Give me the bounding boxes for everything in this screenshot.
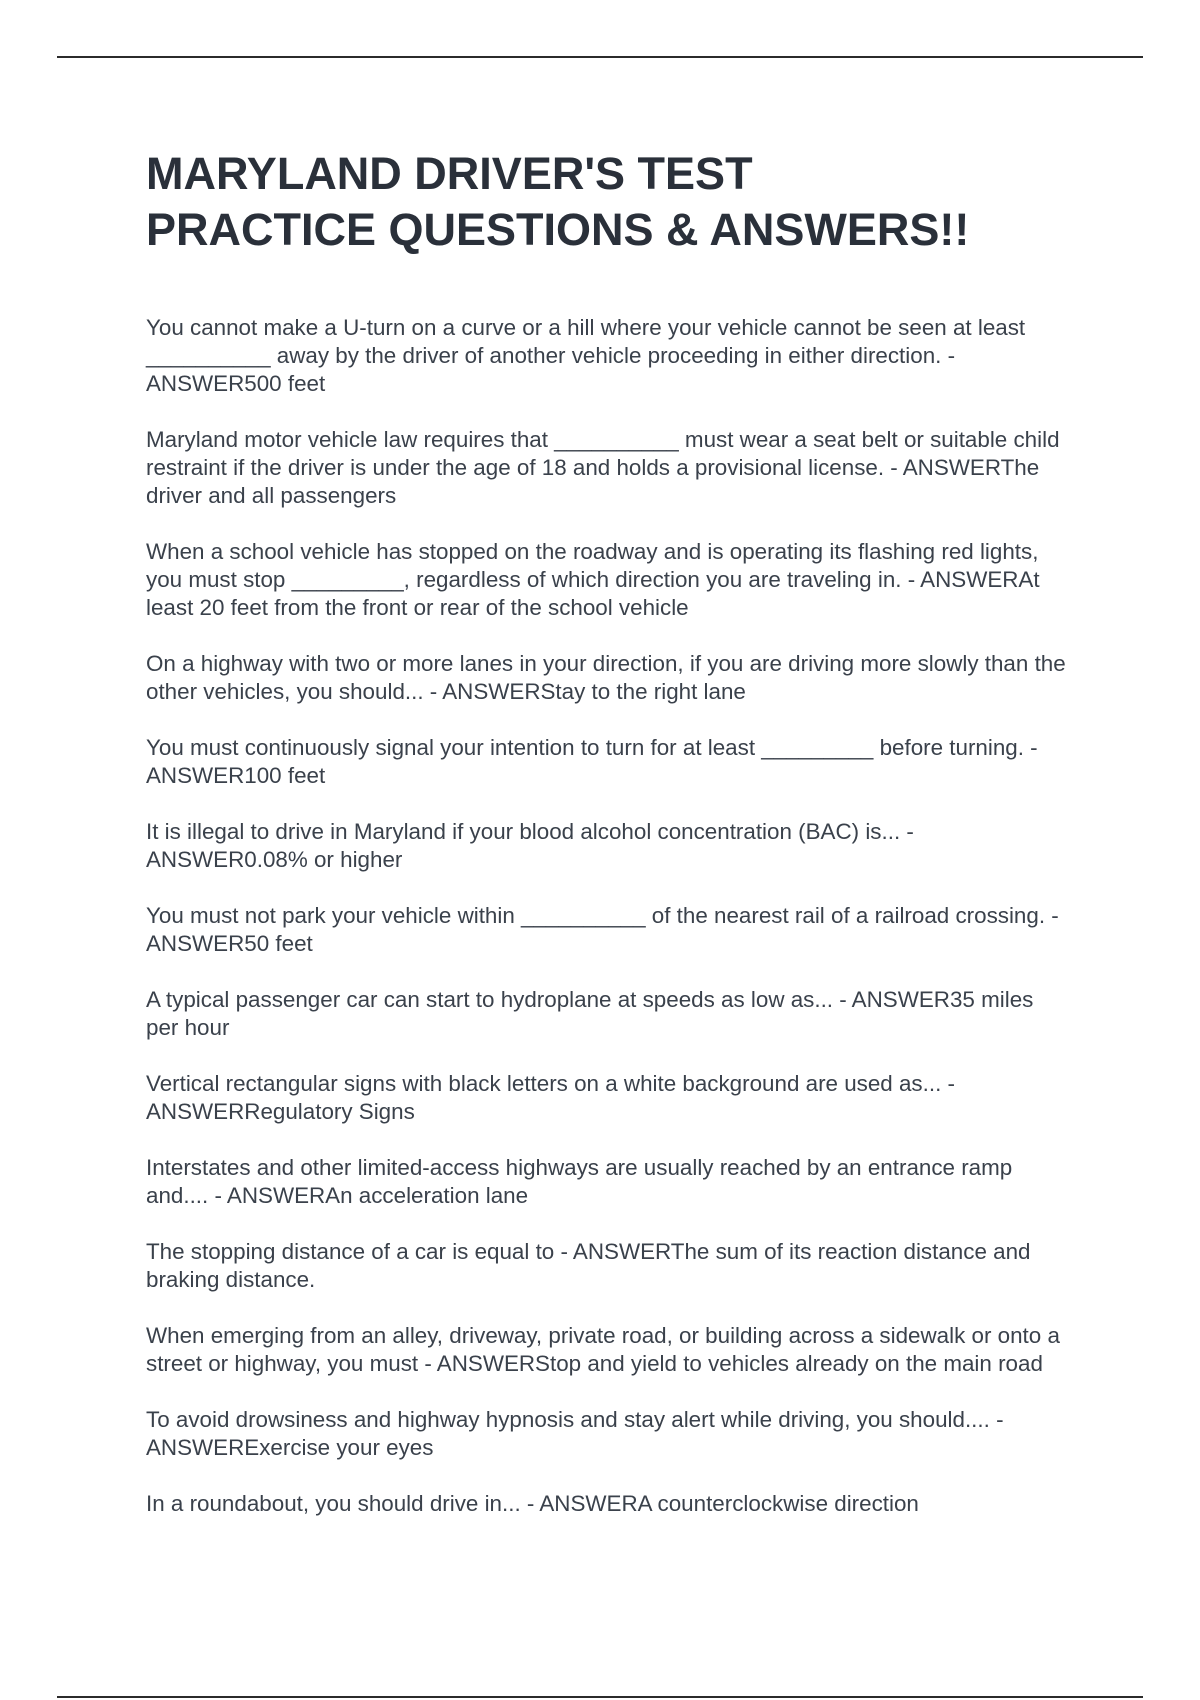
- qa-item-10: Interstates and other limited-access highways are usually reached by an entrance ramp and.... - ANSWERAn acceleration lane: [146, 1155, 1013, 1208]
- qa-item-6: It is illegal to drive in Maryland if your blood alcohol concentration (BAC) is... - ANSWER0.08% or higher: [146, 819, 914, 872]
- qa-item-13: To avoid drowsiness and highway hypnosis and stay alert while driving, you should.... - ANSWERExercise your eyes: [146, 1407, 1004, 1460]
- qa-item-14: In a roundabout, you should drive in... - ANSWERA counterclockwise direction: [146, 1491, 919, 1516]
- qa-item-1: You cannot make a U-turn on a curve or a hill where your vehicle cannot be seen at least __________ away by the driver of another vehicle proceeding in either direction. - ANSWER500 feet: [146, 315, 1026, 396]
- qa-item-4: On a highway with two or more lanes in your direction, if you are driving more slowly than the other vehicles, you should... - ANSWERStay to the right lane: [146, 651, 1066, 704]
- qa-item-7: You must not park your vehicle within __________ of the nearest rail of a railroad crossing. - ANSWER50 feet: [146, 903, 1059, 956]
- question-answer-list: [146, 314, 1066, 1518]
- qa-item-11: The stopping distance of a car is equal to - ANSWERThe sum of its reaction distance and braking distance.: [146, 1239, 1031, 1292]
- qa-item-3: When a school vehicle has stopped on the roadway and is operating its flashing red lights, you must stop _________, regardless of which direction you are traveling in. - ANSWERAt least 20 feet from the front or rear of the school vehicle: [146, 539, 1040, 620]
- top-rule: [57, 56, 1143, 58]
- document-body: [146, 146, 1066, 1546]
- qa-item-2: Maryland motor vehicle law requires that __________ must wear a seat belt or suitable child restraint if the driver is under the age of 18 and holds a provisional license. - ANSWERThe driver and all passengers: [146, 427, 1060, 508]
- qa-item-12: When emerging from an alley, driveway, private road, or building across a sidewalk or onto a street or highway, you must - ANSWERStop and yield to vehicles already on the main road: [146, 1323, 1060, 1376]
- qa-item-9: Vertical rectangular signs with black letters on a white background are used as... - ANSWERRegulatory Signs: [146, 1071, 955, 1124]
- title-line-1: MARYLAND DRIVER'S TEST: [146, 148, 753, 199]
- document-title: [146, 146, 1066, 258]
- qa-item-5: You must continuously signal your intention to turn for at least _________ before turning. - ANSWER100 feet: [146, 735, 1038, 788]
- title-line-2: PRACTICE QUESTIONS & ANSWERS!!: [146, 204, 970, 255]
- bottom-rule: [57, 1696, 1143, 1698]
- qa-item-8: A typical passenger car can start to hydroplane at speeds as low as... - ANSWER35 miles per hour: [146, 987, 1034, 1040]
